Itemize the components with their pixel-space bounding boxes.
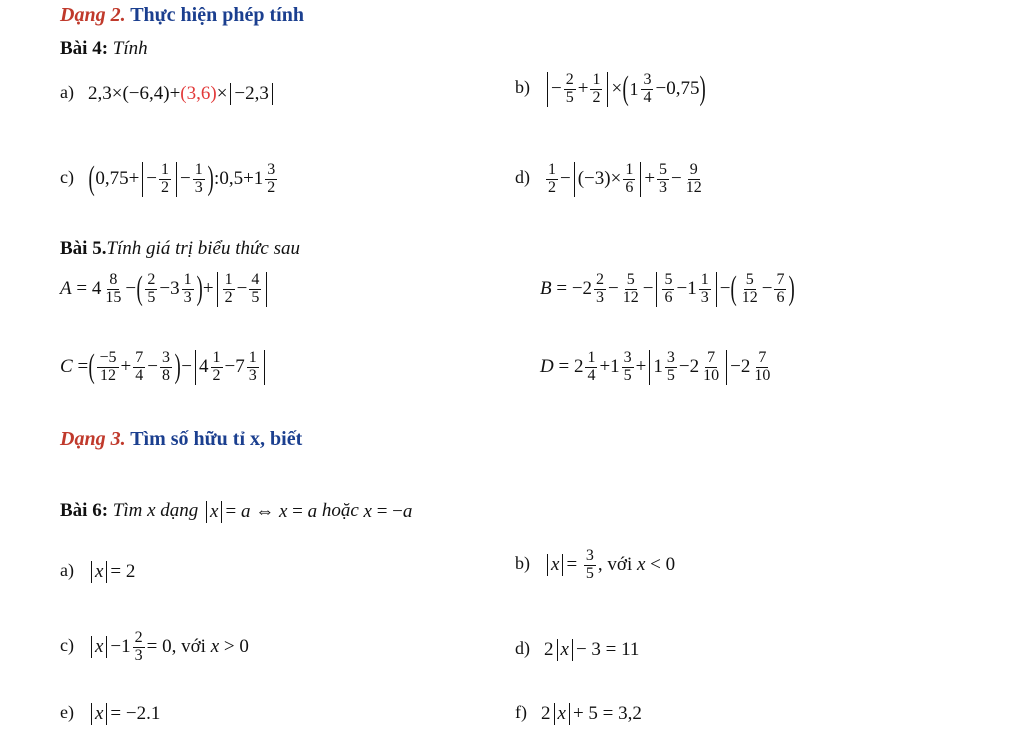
exercise-text: Tính giá trị biểu thức sau <box>106 238 300 259</box>
math-expression: 2 x − 3 = 11 <box>544 639 640 661</box>
math-expression: ( 0,75+ − $\frac{1}{2}$ − $\frac{1}{3}$ ) :0,5+1 $\frac{3}{2}$ <box>88 160 276 198</box>
math-expression: A = 4 $\frac{8}{15}$ − ( $\frac{2}{5}$ −3 $\frac{1}{3}$ ) + $\frac{1}{2}$ − $\frac{4}{5}$ <box>60 272 270 307</box>
item-label: c) <box>60 166 74 187</box>
exercise-4-heading <box>60 38 148 60</box>
math-expression: x −1 $\frac{2}{3}$ = 0, <box>88 630 181 665</box>
math-expression-2: x = − a <box>363 500 413 522</box>
exercise-6e <box>60 702 160 725</box>
exercise-6b <box>515 548 675 583</box>
math-condition: x > 0 <box>210 636 249 658</box>
item-label: a) <box>60 82 74 102</box>
exercise-label: Bài 6: <box>60 500 109 521</box>
math-expression: C = ( $\frac{-5}{12}$ + $\frac{7}{4}$ − $\frac{3}{8}$ ) − 4 $\frac{1}{2}$ −7 $\frac{1}{3}$ <box>60 350 268 385</box>
exercise-4a <box>60 82 276 105</box>
exercise-6d <box>515 638 639 661</box>
section-title: Thực hiện phép tính <box>130 4 304 26</box>
math-expression: 2 x + 5 = 3,2 <box>541 703 642 725</box>
math-expression: B = −2 $\frac{2}{3}$ − $\frac{5}{12}$ − $\frac{5}{6}$ −1 $\frac{1}{3}$ − ( $\frac{5}{12}$ − $\frac{7}{6}$ ) <box>540 270 796 308</box>
section-heading-dang-3 <box>60 428 302 451</box>
exercise-6a <box>60 560 135 583</box>
section-prefix: Dạng 3. <box>60 428 126 450</box>
item-label: d) <box>515 638 530 658</box>
math-expression: $\frac{1}{2}$ − (−3)× $\frac{1}{6}$ + $\frac{5}{3}$ − $\frac{9}{12}$ <box>548 161 702 196</box>
expression-C <box>60 350 268 385</box>
item-label: d) <box>515 166 530 187</box>
exercise-5-heading <box>60 238 300 260</box>
item-label: a) <box>60 560 74 580</box>
section-prefix: Dạng 2. <box>60 4 126 26</box>
exercise-label: Bài 5. <box>60 238 107 259</box>
math-expression: x = −2.1 <box>88 703 160 725</box>
exercise-4d <box>515 162 706 197</box>
exercise-6c <box>60 630 249 665</box>
condition-word: với <box>181 636 206 658</box>
math-expression: x = $\frac{3}{5}$ , <box>544 548 607 583</box>
expression-A <box>60 272 270 307</box>
expression-D <box>540 350 774 385</box>
exercise-tail: hoặc <box>321 500 359 521</box>
math-expression: x = a ⇔ x = a <box>203 501 317 523</box>
item-label: f) <box>515 702 527 722</box>
item-label: e) <box>60 702 74 722</box>
math-expression: 2,3×(−6,4)+ (3,6) × −2,3 <box>88 83 276 105</box>
section-heading-dang-2 <box>60 4 304 27</box>
exercise-text: Tìm x dạng <box>112 500 199 521</box>
math-expression: x = 2 <box>88 561 135 583</box>
item-label: b) <box>515 552 530 573</box>
item-label: c) <box>60 634 74 655</box>
math-condition: x < 0 <box>636 554 676 576</box>
item-label: b) <box>515 76 530 97</box>
exercise-4b <box>515 72 707 107</box>
math-expression: D = 2 $\frac{1}{4}$ +1 $\frac{3}{5}$ + 1 $\frac{3}{5}$ −2 $\frac{7}{10}$ −2 $\frac{7}{10}$ <box>540 349 771 384</box>
exercise-label: Bài 4: <box>60 38 109 59</box>
exercise-6-heading <box>60 500 412 523</box>
exercise-6f <box>515 702 642 725</box>
math-expression: − $\frac{2}{5}$ + $\frac{1}{2}$ × ( 1 $\frac{3}{4}$ −0,75 ) <box>544 72 707 107</box>
exercise-text: Tính <box>112 38 148 59</box>
section-title: Tìm số hữu tỉ x, biết <box>130 428 303 450</box>
condition-word: với <box>607 554 633 576</box>
expression-B <box>540 272 796 307</box>
exercise-4c <box>60 162 279 197</box>
